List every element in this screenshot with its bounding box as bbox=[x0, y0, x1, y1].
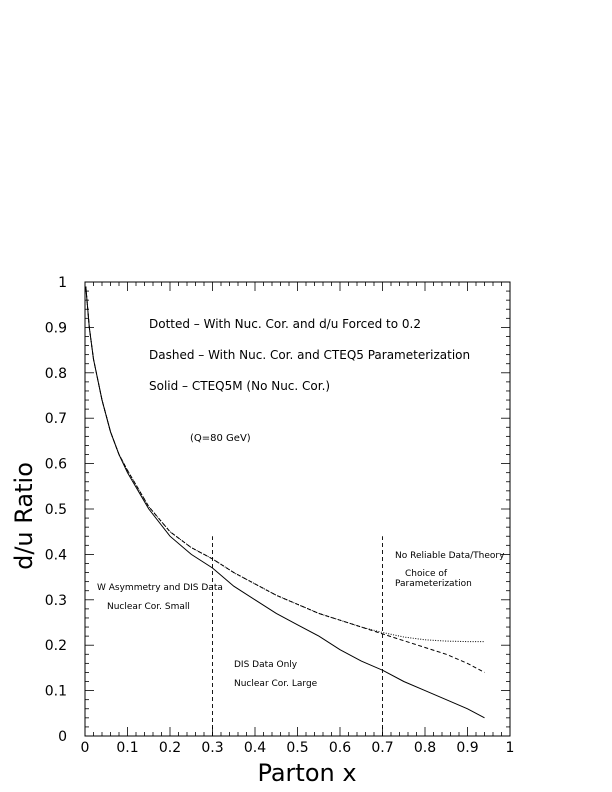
region-note-mid-x-line-2: Nuclear Cor. Large bbox=[234, 679, 318, 689]
region-note-low-x-line-1: W Asymmetry and DIS Data bbox=[97, 583, 223, 593]
x-tick-label: 0.8 bbox=[413, 740, 437, 756]
region-boundaries bbox=[213, 536, 383, 736]
region-note-high-x-line-3: Parameterization bbox=[395, 579, 472, 589]
y-tick-label: 0.9 bbox=[44, 320, 67, 337]
y-tick-label: 0.1 bbox=[44, 683, 67, 700]
y-tick-label: 0.6 bbox=[44, 456, 67, 473]
x-tick-label: 0 bbox=[80, 740, 90, 756]
x-tick-label: 0.5 bbox=[286, 740, 309, 756]
y-tick-label: 0.3 bbox=[44, 592, 67, 609]
region-note-mid-x-line-1: DIS Data Only bbox=[234, 660, 298, 670]
y-tick-label: 0.4 bbox=[44, 547, 67, 564]
legend-entry-dashed: Dashed – With Nuc. Cor. and CTEQ5 Parameterization bbox=[149, 348, 471, 362]
series-line-dashed bbox=[86, 287, 485, 673]
x-tick-label: 1 bbox=[505, 740, 515, 756]
x-tick-label: 0.3 bbox=[201, 740, 224, 756]
y-tick-label: 1 bbox=[58, 275, 67, 291]
x-tick-label: 0.6 bbox=[328, 740, 352, 756]
y-tick-label: 0.5 bbox=[44, 502, 67, 518]
legend-entry-solid: Solid – CTEQ5M (No Nuc. Cor.) bbox=[149, 379, 331, 393]
x-tick-label: 0.4 bbox=[243, 740, 267, 756]
x-tick-label: 0.7 bbox=[371, 740, 394, 756]
x-tick-label: 0.1 bbox=[116, 740, 139, 756]
y-tick-label: 0 bbox=[58, 729, 67, 745]
region-note-high-x-line-1: No Reliable Data/Theory bbox=[395, 551, 505, 561]
region-note-low-x-line-2: Nuclear Cor. Small bbox=[107, 602, 190, 612]
region-note-high-x-line-2: Choice of bbox=[405, 569, 448, 579]
legend-entry-dotted: Dotted – With Nuc. Cor. and d/u Forced to 0.2 bbox=[149, 317, 421, 331]
x-tick-label: 0.2 bbox=[158, 740, 182, 756]
y-tick-label: 0.7 bbox=[44, 411, 67, 428]
y-tick-label: 0.8 bbox=[44, 365, 67, 382]
x-axis-title: Parton x bbox=[257, 759, 357, 787]
scale-note: (Q=80 GeV) bbox=[190, 433, 251, 444]
y-tick-labels bbox=[45, 275, 67, 745]
y-axis-title: d/u Ratio bbox=[10, 462, 38, 570]
x-tick-label: 0.9 bbox=[456, 740, 479, 756]
y-tick-label: 0.2 bbox=[44, 638, 67, 655]
x-tick-labels bbox=[81, 740, 515, 756]
